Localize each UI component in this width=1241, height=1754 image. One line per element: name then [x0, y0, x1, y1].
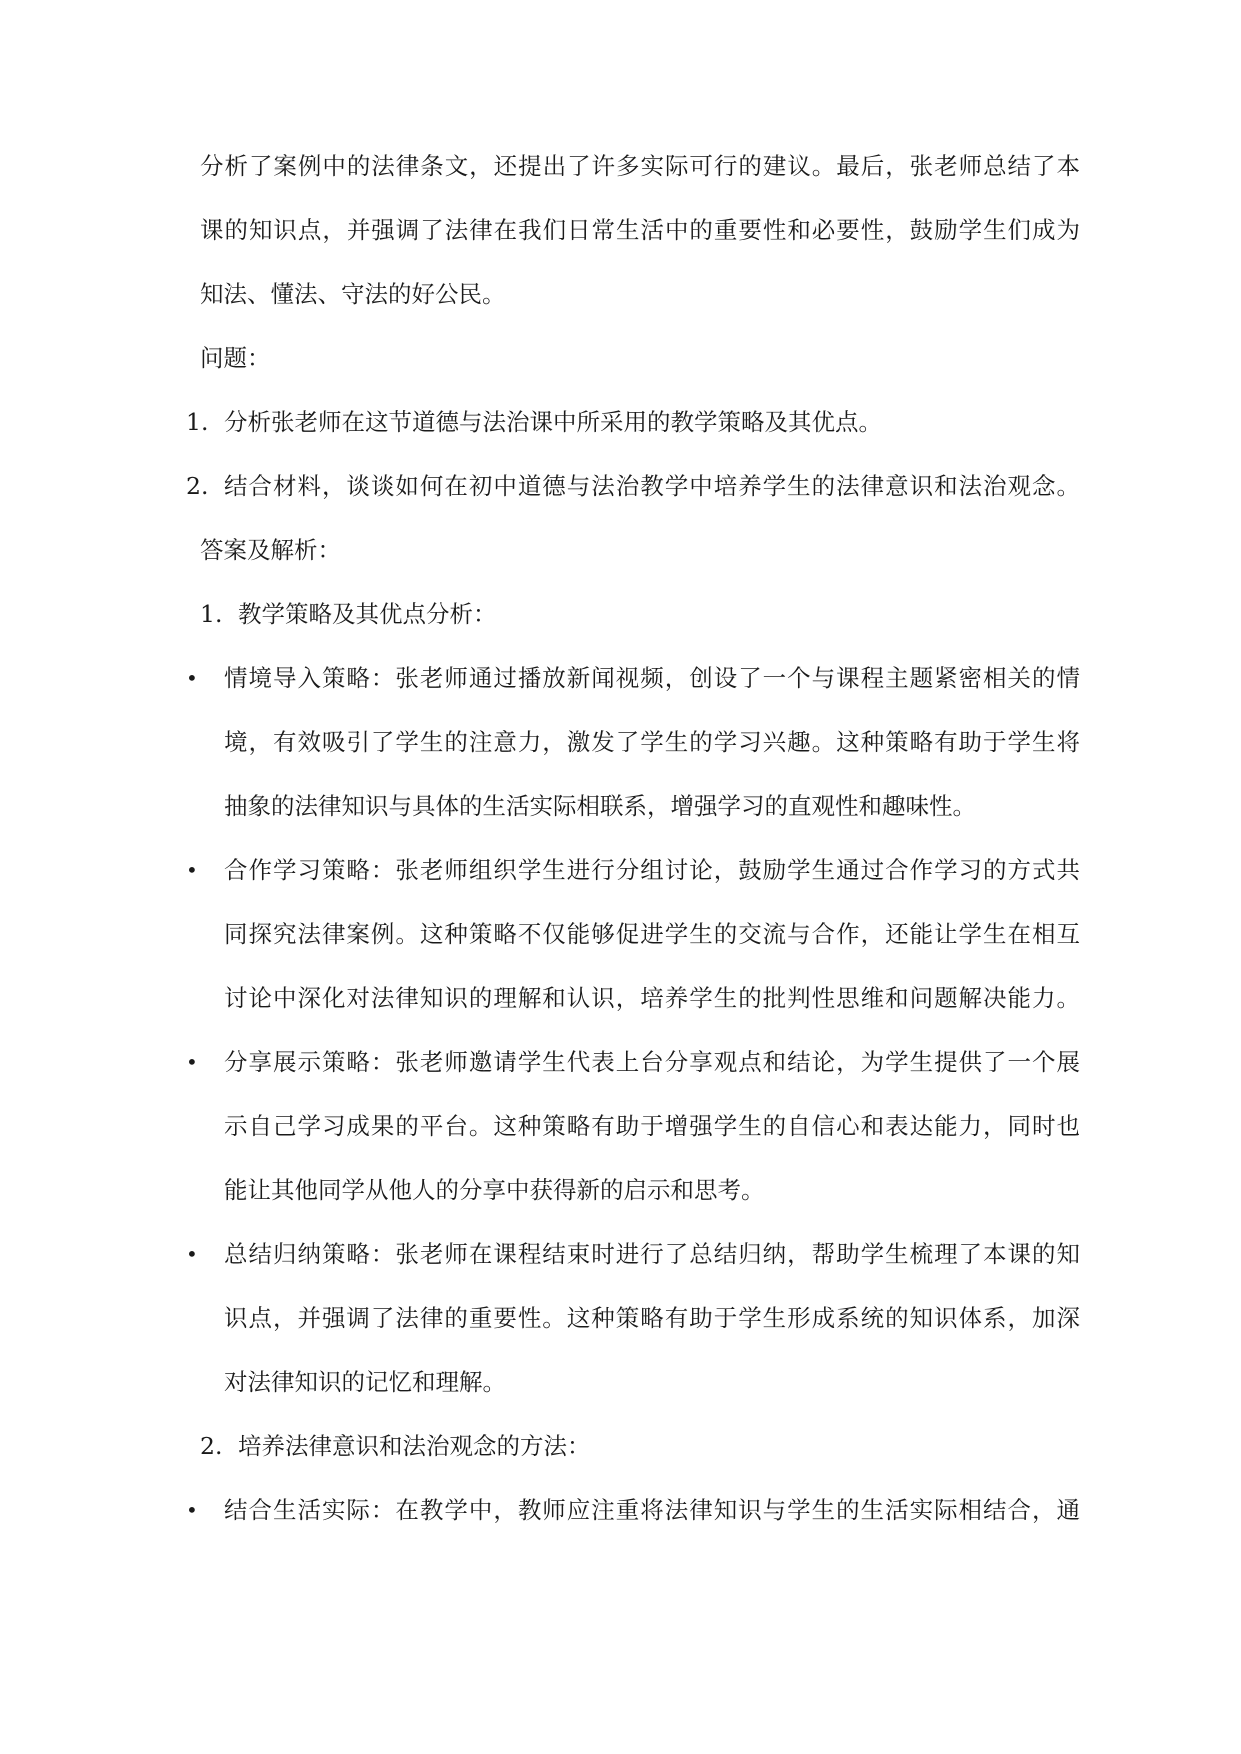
bullet-3-line-1: 分享展示策略：张老师邀请学生代表上台分享观点和结论，为学生提供了一个展	[224, 1048, 1080, 1076]
bullet-2-line-3: 讨论中深化对法律知识的理解和认识，培养学生的批判性思维和问题解决能力。	[224, 984, 1080, 1012]
bullet-icon: •	[186, 666, 198, 690]
bullet-3-line-2: 示自己学习成果的平台。这种策略有助于增强学生的自信心和表达能力，同时也	[224, 1112, 1080, 1140]
questions-heading: 问题：	[200, 344, 271, 372]
bullet-4-line-3: 对法律知识的记忆和理解。	[224, 1368, 506, 1396]
bullet-icon: •	[186, 1242, 198, 1266]
bullet-icon: •	[186, 1498, 198, 1522]
bullet-1-line-3: 抽象的法律知识与具体的生活实际相联系，增强学习的直观性和趣味性。	[224, 792, 976, 820]
question-1-text: 分析张老师在这节道德与法治课中所采用的教学策略及其优点。	[224, 408, 882, 436]
bullet-1-line-1: 情境导入策略：张老师通过播放新闻视频，创设了一个与课程主题紧密相关的情	[224, 664, 1080, 692]
intro-line-3: 知法、懂法、守法的好公民。	[200, 280, 506, 308]
section-2-number: 2.	[200, 1432, 223, 1460]
section-2-title: 培养法律意识和法治观念的方法：	[238, 1432, 591, 1460]
bullet-4-line-2: 识点，并强调了法律的重要性。这种策略有助于学生形成系统的知识体系，加深	[224, 1304, 1080, 1332]
bullet-3-line-3: 能让其他同学从他人的分享中获得新的启示和思考。	[224, 1176, 765, 1204]
bullet-icon: •	[186, 1050, 198, 1074]
intro-line-1: 分析了案例中的法律条文，还提出了许多实际可行的建议。最后，张老师总结了本	[200, 152, 1080, 180]
bullet-1-line-2: 境，有效吸引了学生的注意力，激发了学生的学习兴趣。这种策略有助于学生将	[224, 728, 1080, 756]
question-2-number: 2.	[186, 472, 209, 500]
bullet-2-line-2: 同探究法律案例。这种策略不仅能够促进学生的交流与合作，还能让学生在相互	[224, 920, 1080, 948]
bullet-5-line-1: 结合生活实际：在教学中，教师应注重将法律知识与学生的生活实际相结合，通	[224, 1496, 1080, 1524]
bullet-4-line-1: 总结归纳策略：张老师在课程结束时进行了总结归纳，帮助学生梳理了本课的知	[224, 1240, 1080, 1268]
bullet-icon: •	[186, 858, 198, 882]
section-1-number: 1.	[200, 600, 223, 628]
bullet-2-line-1: 合作学习策略：张老师组织学生进行分组讨论，鼓励学生通过合作学习的方式共	[224, 856, 1080, 884]
intro-line-2: 课的知识点，并强调了法律在我们日常生活中的重要性和必要性，鼓励学生们成为	[200, 216, 1080, 244]
section-1-title: 教学策略及其优点分析：	[238, 600, 497, 628]
question-1-number: 1.	[186, 408, 209, 436]
answers-heading: 答案及解析：	[200, 536, 341, 564]
question-2-text: 结合材料，谈谈如何在初中道德与法治教学中培养学生的法律意识和法治观念。	[224, 472, 1080, 500]
